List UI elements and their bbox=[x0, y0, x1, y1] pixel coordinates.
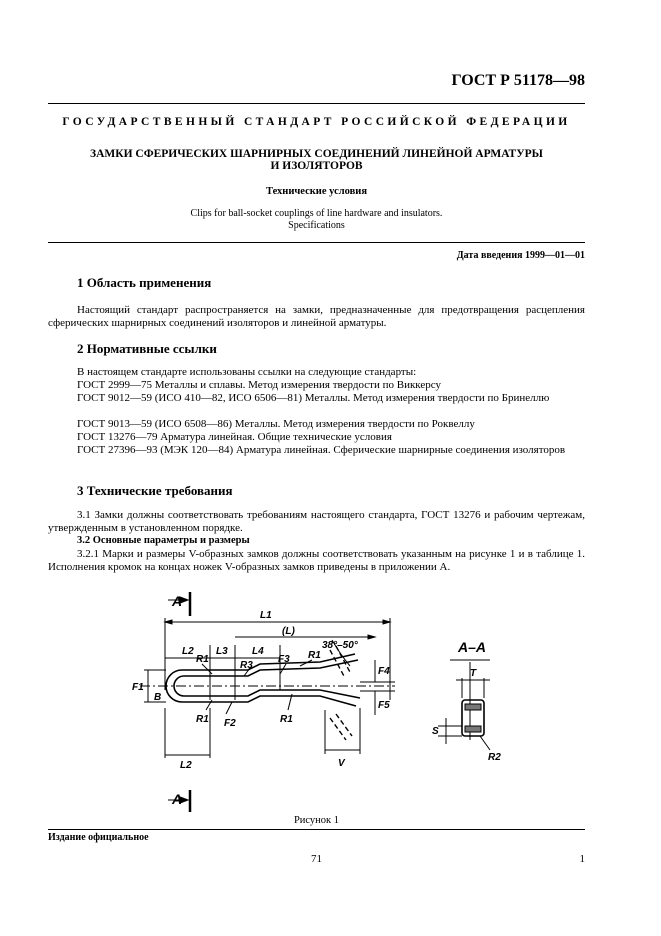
section1-text: Настоящий стандарт распространяется на замки, предназначенные для предотвращения расцепления сферических шарнирных соединений изоляторов и линейной арматуры. bbox=[48, 304, 585, 329]
section2-intro: В настоящем стандарте использованы ссылки на следующие стандарты: bbox=[77, 366, 417, 378]
figure-caption: Рисунок 1 bbox=[293, 815, 340, 826]
dim-f4: F4 bbox=[378, 666, 390, 677]
dim-l2-top: L2 bbox=[182, 646, 194, 657]
section-label-bottom: А bbox=[172, 791, 183, 807]
radius-r1-c: R1 bbox=[196, 714, 209, 725]
radius-r1-b: R1 bbox=[308, 650, 321, 661]
english-line-1: Clips for ball-socket couplings of line hardware and insulators. bbox=[190, 208, 443, 219]
dim-v: V bbox=[338, 758, 345, 769]
dim-angle: 38°–50° bbox=[322, 640, 358, 651]
dim-l3: L3 bbox=[216, 646, 228, 657]
reference-gost-9013: ГОСТ 9013—59 (ИСО 6508—86) Металлы. Метод измерения твердости по Роквеллу bbox=[77, 418, 475, 430]
title-line-2: И ИЗОЛЯТОРОВ bbox=[270, 160, 363, 172]
dim-t: T bbox=[470, 668, 477, 679]
paragraph-3-2-1: 3.2.1 Марки и размеры V-образных замков должны соответствовать указанным на рисунке 1 и в таблице 1. Исполнения кромок на концах ножек V-образных замков приведены в приложении А. bbox=[48, 548, 585, 573]
figure-1-drawing bbox=[120, 590, 530, 812]
state-standard-banner: ГОСУДАРСТВЕННЫЙ СТАНДАРТ РОССИЙСКОЙ ФЕДЕРАЦИИ bbox=[62, 116, 571, 128]
dim-f3: F3 bbox=[278, 654, 290, 665]
top-rule bbox=[48, 103, 585, 104]
official-edition: Издание официальное bbox=[48, 832, 149, 843]
dim-b: B bbox=[154, 692, 162, 703]
dim-f2: F2 bbox=[224, 718, 236, 729]
dim-l-paren: (L) bbox=[282, 626, 295, 637]
section-aa-label: А–А bbox=[458, 639, 487, 655]
reference-gost-27396: ГОСТ 27396—93 (МЭК 120—84) Арматура линейная. Сферические шарнирные соединения изоляторов bbox=[77, 444, 566, 456]
dim-f1: F1 bbox=[132, 682, 144, 693]
reference-gost-2999: ГОСТ 2999—75 Металлы и сплавы. Метод измерения твердости по Виккерсу bbox=[77, 379, 441, 391]
dim-l4: L4 bbox=[252, 646, 264, 657]
section2-heading: 2 Нормативные ссылки bbox=[77, 341, 217, 356]
radius-r1-a: R1 bbox=[196, 654, 209, 665]
bottom-rule bbox=[48, 829, 585, 830]
title-line-1: ЗАМКИ СФЕРИЧЕСКИХ ШАРНИРНЫХ СОЕДИНЕНИЙ ЛИНЕЙНОЙ АРМАТУРЫ bbox=[90, 148, 543, 160]
section3-heading: 3 Технические требования bbox=[77, 483, 233, 498]
section1-heading: 1 Область применения bbox=[77, 275, 212, 290]
radius-r1-d: R1 bbox=[280, 714, 293, 725]
document-subtitle: Технические условия bbox=[265, 186, 368, 197]
page-number: 71 bbox=[311, 853, 322, 865]
english-title bbox=[48, 208, 585, 232]
english-line-2: Specifications bbox=[288, 220, 345, 231]
sheet-number: 1 bbox=[579, 853, 585, 865]
dim-l1: L1 bbox=[260, 610, 272, 621]
paragraph-3-1: 3.1 Замки должны соответствовать требованиям настоящего стандарта, ГОСТ 13276 и рабочим чертежам, утвержденным в установленном порядке. bbox=[48, 509, 585, 534]
reference-gost-13276: ГОСТ 13276—79 Арматура линейная. Общие технические условия bbox=[77, 431, 392, 443]
heading-3-2: 3.2 Основные параметры и размеры bbox=[77, 535, 250, 546]
radius-r2: R2 bbox=[488, 752, 501, 763]
date-rule bbox=[48, 242, 585, 243]
dim-f5: F5 bbox=[378, 700, 390, 711]
section-label-top: А bbox=[172, 593, 183, 609]
dim-s: S bbox=[432, 726, 439, 737]
radius-r3: R3 bbox=[240, 660, 253, 671]
dim-l2-bottom: L2 bbox=[180, 760, 192, 771]
reference-gost-9012: ГОСТ 9012—59 (ИСО 410—82, ИСО 6506—81) Металлы. Метод измерения твердости по Бринеллю bbox=[77, 392, 550, 404]
standard-number: ГОСТ Р 51178—98 bbox=[451, 72, 585, 89]
document-title bbox=[48, 148, 585, 172]
intro-date: Дата введения 1999—01—01 bbox=[456, 250, 585, 261]
